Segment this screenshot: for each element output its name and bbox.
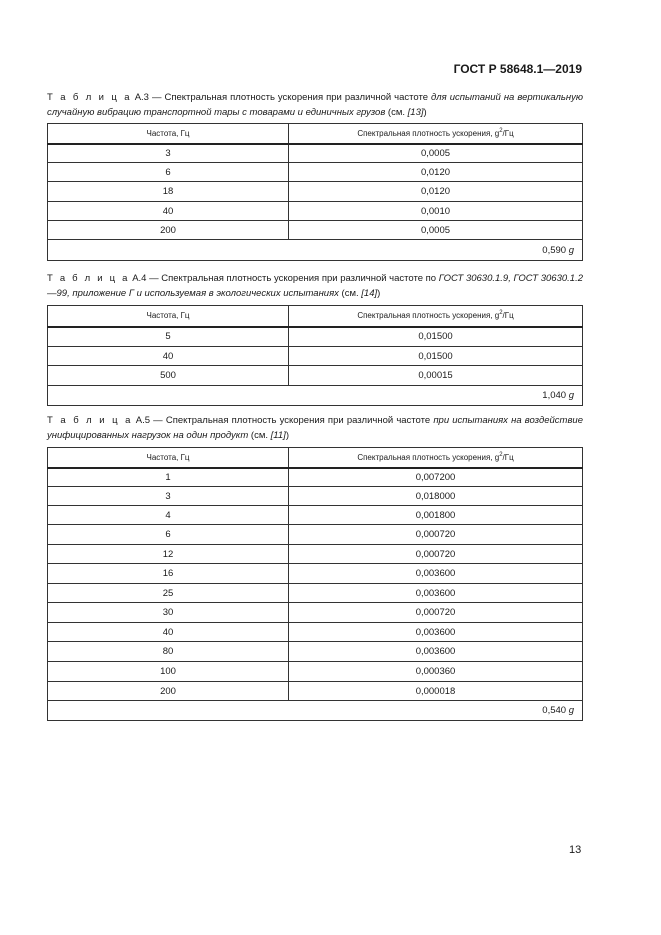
total-unit: g: [568, 390, 574, 401]
table-row: [48, 163, 583, 182]
table-row: [48, 506, 583, 525]
total-cell: [48, 240, 583, 261]
caption-see: (см.: [338, 288, 362, 299]
total-value: 0,540: [542, 705, 569, 716]
psd-cell: 0,000720: [289, 545, 583, 564]
frequency-cell: 12: [48, 545, 289, 564]
table-a5-caption: [47, 413, 583, 443]
table-row: [48, 525, 583, 545]
psd-label: Спектральная плотность ускорения, g: [357, 311, 500, 321]
psd-cell: 0,0005: [289, 144, 583, 163]
table-header-row: [48, 124, 583, 144]
frequency-cell: 25: [48, 584, 289, 603]
frequency-cell: 3: [48, 144, 289, 163]
frequency-cell: 6: [48, 163, 289, 182]
total-unit: g: [568, 244, 574, 256]
page-number: 13: [569, 844, 582, 856]
table-total-row: [48, 701, 583, 721]
table-subject: при испытаниях на воздействие унифицированных нагрузок на один продукт: [47, 415, 583, 441]
column-header-frequency: Частота, Гц: [48, 306, 289, 327]
psd-cell: 0,003600: [289, 564, 583, 584]
caption-see: (см.: [248, 430, 271, 441]
frequency-cell: 6: [48, 525, 289, 545]
psd-unit: /Гц: [502, 311, 514, 321]
total-cell: [48, 386, 583, 406]
frequency-cell: 100: [48, 662, 289, 682]
frequency-cell: 200: [48, 682, 289, 701]
frequency-cell: 40: [48, 623, 289, 642]
caption-see: (см.: [385, 107, 408, 118]
psd-cell: 0,000360: [289, 662, 583, 682]
table-a4: [47, 305, 583, 406]
caption-close: ): [423, 107, 427, 118]
psd-cell: 0,000720: [289, 603, 583, 623]
caption-close: ): [377, 288, 381, 299]
table-total-row: [48, 386, 583, 406]
frequency-cell: 16: [48, 564, 289, 584]
frequency-cell: 500: [48, 366, 289, 386]
column-header-psd: [289, 124, 583, 144]
table-row: [48, 545, 583, 564]
table-subject: ГОСТ 30630.1.9, ГОСТ 30630.1.2—99, приложение Г и используемая в экологических испытаниях: [47, 273, 583, 299]
total-unit: g: [568, 705, 574, 716]
table-row: [48, 347, 583, 366]
table-row: [48, 182, 583, 202]
column-header-psd: [289, 448, 583, 468]
psd-cell: 0,0010: [289, 202, 583, 221]
table-row: [48, 366, 583, 386]
table-number: А.3 — Спектральная плотность ускорения при различной частоте: [131, 92, 432, 103]
psd-cell: 0,01500: [289, 347, 583, 366]
table-total-row: [48, 240, 583, 261]
table-a3-caption: [47, 90, 583, 120]
table-label: Т а б л и ц а: [47, 273, 130, 284]
table-row: [48, 623, 583, 642]
table-header-row: [48, 448, 583, 468]
table-row: [48, 662, 583, 682]
psd-cell: 0,000720: [289, 525, 583, 545]
frequency-cell: 5: [48, 327, 289, 347]
psd-cell: 0,018000: [289, 487, 583, 506]
table-header-row: [48, 306, 583, 327]
frequency-cell: 30: [48, 603, 289, 623]
table-a5: [47, 447, 583, 721]
table-row: [48, 327, 583, 347]
document-id: ГОСТ Р 58648.1—2019: [453, 62, 582, 76]
frequency-cell: 200: [48, 221, 289, 240]
table-label: Т а б л и ц а: [47, 92, 132, 103]
table-a3: [47, 123, 583, 261]
psd-unit: /Гц: [502, 128, 514, 138]
psd-cell: 0,007200: [289, 468, 583, 487]
caption-close: ): [285, 430, 289, 441]
psd-label: Спектральная плотность ускорения, g: [357, 452, 500, 462]
table-number: А.5 — Спектральная плотность ускорения при различной частоте: [132, 415, 434, 426]
psd-cell: 0,0005: [289, 221, 583, 240]
psd-unit: /Гц: [502, 452, 514, 462]
column-header-psd: [289, 306, 583, 327]
total-cell: [48, 701, 583, 721]
psd-cell: 0,0120: [289, 182, 583, 202]
frequency-cell: 80: [48, 642, 289, 662]
psd-cell: 0,003600: [289, 642, 583, 662]
table-row: [48, 468, 583, 487]
psd-cell: 0,003600: [289, 584, 583, 603]
frequency-cell: 1: [48, 468, 289, 487]
reference: [11]: [270, 430, 286, 441]
table-label: Т а б л и ц а: [47, 415, 133, 426]
psd-exponent: 2: [499, 451, 503, 458]
psd-label: Спектральная плотность ускорения, g: [357, 128, 500, 138]
table-row: [48, 682, 583, 701]
psd-cell: 0,003600: [289, 623, 583, 642]
reference: [13]: [407, 107, 424, 118]
frequency-cell: 40: [48, 202, 289, 221]
frequency-cell: 40: [48, 347, 289, 366]
table-row: [48, 202, 583, 221]
reference: [14]: [361, 288, 378, 299]
psd-cell: 0,0120: [289, 163, 583, 182]
psd-cell: 0,01500: [289, 327, 583, 347]
psd-cell: 0,00015: [289, 366, 583, 386]
total-value: 0,590: [542, 244, 569, 256]
psd-cell: 0,001800: [289, 506, 583, 525]
table-row: [48, 642, 583, 662]
table-row: [48, 221, 583, 240]
table-row: [48, 564, 583, 584]
table-number: А.4 — Спектральная плотность ускорения при различной частоте по: [129, 273, 439, 284]
table-row: [48, 487, 583, 506]
psd-cell: 0,000018: [289, 682, 583, 701]
frequency-cell: 4: [48, 506, 289, 525]
table-row: [48, 144, 583, 163]
column-header-frequency: Частота, Гц: [48, 448, 289, 468]
table-row: [48, 603, 583, 623]
frequency-cell: 3: [48, 487, 289, 506]
table-subject: для испытаний на вертикальную случайную вибрацию транспортной тары с товарами и единичных грузов: [47, 92, 583, 118]
frequency-cell: 18: [48, 182, 289, 202]
psd-exponent: 2: [499, 310, 503, 317]
psd-exponent: 2: [499, 127, 503, 134]
table-a4-caption: [47, 271, 583, 301]
column-header-frequency: Частота, Гц: [48, 124, 289, 144]
table-row: [48, 584, 583, 603]
total-value: 1,040: [542, 390, 569, 401]
